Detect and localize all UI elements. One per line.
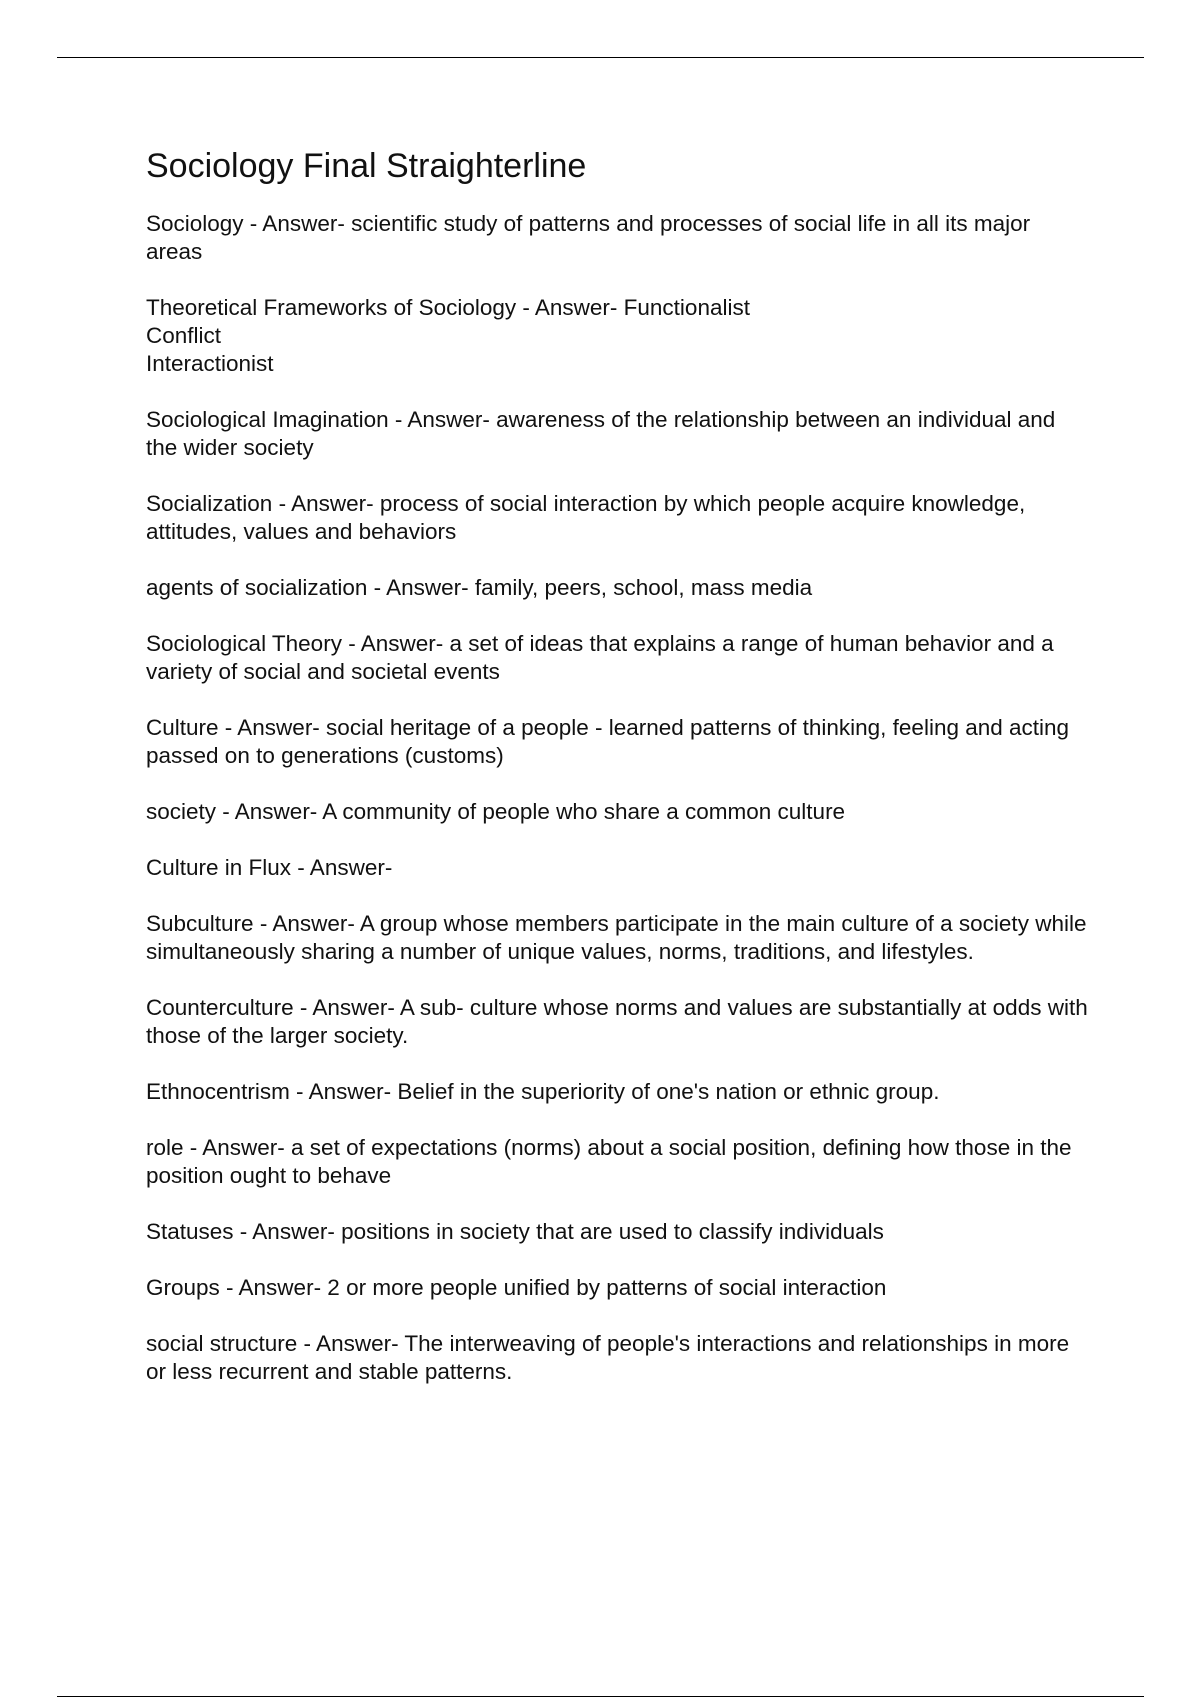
entry-theoretical-frameworks: Theoretical Frameworks of Sociology - Answer- Functionalist Conflict Interactionist	[146, 295, 750, 376]
entry-sociology: Sociology - Answer- scientific study of patterns and processes of social life in all its major areas	[146, 211, 1037, 264]
document-body	[146, 142, 1094, 1414]
entry-role: role - Answer- a set of expectations (norms) about a social position, defining how those in the position ought to behave	[146, 1135, 1078, 1188]
entry-society: society - Answer- A community of people who share a common culture	[146, 799, 846, 824]
entry-socialization: Socialization - Answer- process of social interaction by which people acquire knowledge, attitudes, values and behaviors	[146, 491, 1032, 544]
entry-subculture: Subculture - Answer- A group whose members participate in the main culture of a society while simultaneously sharing a number of unique values, norms, traditions, and lifestyles.	[146, 911, 1093, 964]
entry-culture: Culture - Answer- social heritage of a people - learned patterns of thinking, feeling and acting passed on to generations (customs)	[146, 715, 1076, 768]
entry-culture-in-flux: Culture in Flux - Answer-	[146, 855, 393, 880]
entry-sociological-imagination: Sociological Imagination - Answer- awareness of the relationship between an individual and the wider society	[146, 407, 1062, 460]
entry-social-structure: social structure - Answer- The interweaving of people's interactions and relationships in more or less recurrent and stable patterns.	[146, 1331, 1076, 1384]
entry-sociological-theory: Sociological Theory - Answer- a set of ideas that explains a range of human behavior and a variety of social and societal events	[146, 631, 1060, 684]
header-rule	[57, 57, 1144, 58]
document-title: Sociology Final Straighterline	[146, 147, 587, 185]
entry-counterculture: Counterculture - Answer- A sub- culture whose norms and values are substantially at odds with those of the larger society.	[146, 995, 1094, 1048]
entry-statuses: Statuses - Answer- positions in society that are used to classify individuals	[146, 1219, 884, 1244]
entry-groups: Groups - Answer- 2 or more people unified by patterns of social interaction	[146, 1275, 887, 1300]
entry-ethnocentrism: Ethnocentrism - Answer- Belief in the superiority of one's nation or ethnic group.	[146, 1079, 940, 1104]
footer-rule	[57, 1696, 1144, 1697]
entry-agents-of-socialization: agents of socialization - Answer- family, peers, school, mass media	[146, 575, 813, 600]
